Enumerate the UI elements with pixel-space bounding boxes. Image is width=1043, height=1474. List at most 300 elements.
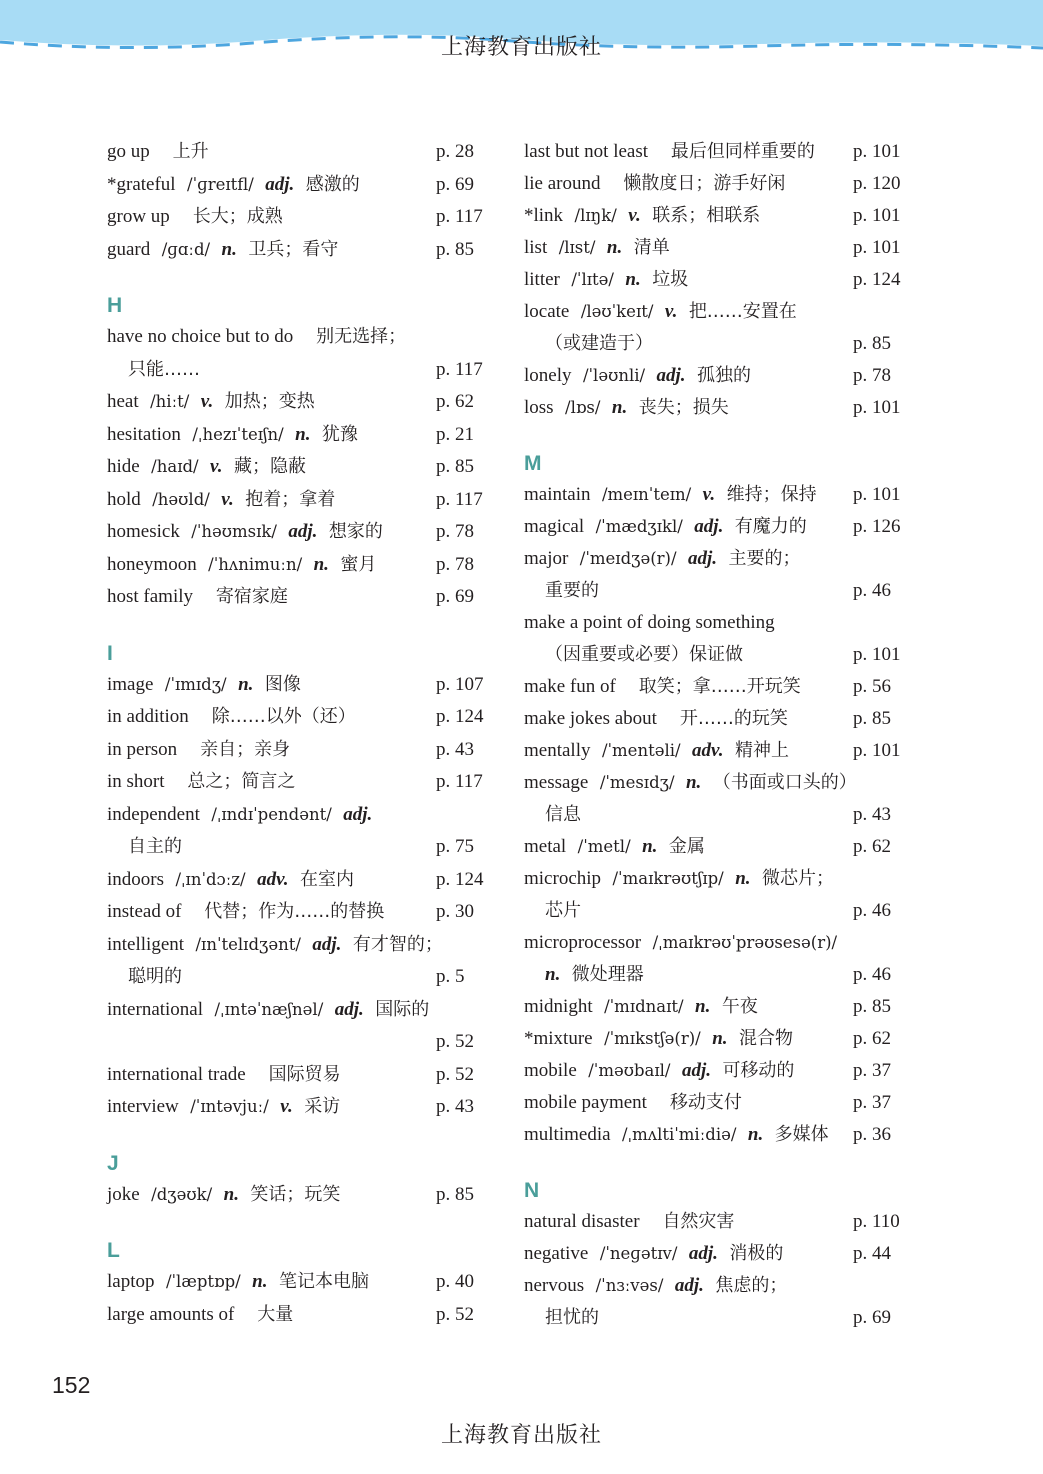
page-reference: p. 85 — [436, 456, 474, 477]
chinese-meaning: 上升 — [172, 141, 209, 162]
headword: in short — [107, 771, 165, 792]
page-reference: p. 46 — [853, 900, 891, 921]
phonetic: /ˈmaɪkrəʊtʃɪp/ — [612, 869, 724, 888]
chinese-meaning: 取笑；拿……开玩笑 — [638, 676, 801, 697]
entry-text — [107, 549, 376, 581]
headword: heat — [107, 391, 139, 412]
chinese-meaning: 别无选择； — [316, 326, 407, 347]
publisher-header: 上海教育出版社 — [440, 35, 602, 60]
chinese-meaning: 采访 — [304, 1096, 341, 1117]
page-reference: p. 21 — [436, 423, 474, 445]
entry-text — [107, 864, 354, 896]
phonetic: /ləʊˈkeɪt/ — [580, 302, 654, 321]
entry-text — [107, 766, 295, 798]
part-of-speech: adj. — [343, 803, 373, 825]
entry-text — [524, 927, 837, 959]
entry-text — [107, 581, 288, 613]
chinese-meaning: 有才智的； — [352, 933, 443, 955]
entry-text — [107, 1059, 341, 1091]
phonetic: /ˈmeɪdʒə(r)/ — [579, 549, 677, 568]
chinese-meaning: 寄宿家庭 — [215, 586, 288, 607]
page-reference: p. 124 — [853, 269, 901, 290]
part-of-speech: n. — [712, 1028, 728, 1049]
entry-text — [524, 831, 705, 863]
headword: instead of — [107, 901, 182, 922]
entry-text — [107, 136, 209, 168]
chinese-meaning: 焦虑的； — [715, 1275, 788, 1296]
headword: make a point of doing something — [524, 612, 775, 633]
entry-text — [524, 607, 775, 639]
chinese-meaning: 藏；隐蔽 — [233, 456, 306, 477]
page-reference: p. 78 — [436, 521, 474, 542]
page-reference: p. 46 — [853, 580, 891, 601]
section-letter: M — [524, 452, 542, 475]
page-reference: p. 126 — [853, 516, 901, 537]
phonetic: /ˌɪndɪˈpendənt/ — [211, 804, 332, 824]
chinese-meaning: （因重要或必要）保证做 — [545, 644, 743, 665]
chinese-meaning: 担忧的 — [545, 1307, 599, 1328]
page-reference: p. 101 — [853, 141, 901, 162]
phonetic: /lɪst/ — [558, 238, 596, 257]
headword: go up — [107, 141, 150, 162]
entry-text — [128, 354, 200, 386]
phonetic: /ˈhʌnimuːn/ — [208, 554, 303, 574]
headword: locate — [524, 301, 570, 322]
page-reference: p. 62 — [436, 391, 474, 412]
entry-text — [107, 669, 301, 701]
phonetic: /ˈmetl/ — [577, 837, 631, 856]
chinese-meaning: 抱着；拿着 — [245, 488, 336, 510]
page-reference: p. 110 — [853, 1211, 900, 1232]
phonetic: /lɪŋk/ — [574, 206, 617, 225]
entry-text — [524, 200, 760, 232]
part-of-speech: adj. — [674, 1275, 704, 1296]
chinese-meaning: 精神上 — [734, 740, 789, 761]
headword: natural disaster — [524, 1211, 640, 1232]
page-reference: p. 52 — [436, 1063, 474, 1085]
page-reference: p. 62 — [853, 836, 891, 857]
phonetic: /hiːt/ — [150, 392, 190, 411]
chinese-meaning: 有魔力的 — [734, 516, 807, 537]
page-reference: p. 85 — [853, 708, 891, 729]
entry-text — [545, 959, 644, 991]
chinese-meaning: 丧失；损失 — [638, 397, 729, 418]
chinese-meaning: 移动支付 — [669, 1092, 742, 1113]
phonetic: /ˈlæptɒp/ — [165, 1272, 241, 1291]
part-of-speech: adv. — [692, 740, 724, 761]
chinese-meaning: 代替；作为……的替换 — [204, 901, 385, 922]
entry-text — [524, 232, 670, 264]
entry-text — [524, 1119, 829, 1151]
entry-text — [107, 994, 429, 1026]
entry-text — [524, 296, 797, 328]
headword: message — [524, 772, 589, 793]
part-of-speech: adj. — [687, 548, 718, 569]
headword: laptop — [107, 1271, 155, 1292]
headword: metal — [524, 836, 567, 857]
headword: negative — [524, 1243, 589, 1264]
page-reference: p. 85 — [436, 1183, 474, 1205]
headword: major — [524, 548, 569, 569]
part-of-speech: n. — [642, 836, 658, 857]
headword: international — [107, 998, 204, 1020]
page-reference: p. 101 — [853, 484, 901, 505]
section-letter: I — [107, 641, 113, 665]
page-reference: p. 43 — [436, 1096, 474, 1117]
page-reference: p. 52 — [436, 1031, 474, 1052]
headword: multimedia — [524, 1124, 611, 1145]
chinese-meaning: 混合物 — [738, 1028, 793, 1049]
headword: mentally — [524, 740, 591, 761]
part-of-speech: v. — [221, 488, 234, 510]
part-of-speech: n. — [747, 1124, 764, 1145]
page-reference: p. 117 — [436, 488, 483, 510]
part-of-speech: adj. — [288, 521, 318, 542]
entry-text — [107, 516, 383, 548]
entry-text — [524, 1206, 734, 1238]
headword: have no choice but to do — [107, 326, 294, 347]
phonetic: /ˌɪntəˈnæʃnəl/ — [214, 999, 324, 1019]
headword: loss — [524, 397, 554, 418]
page-reference: p. 101 — [853, 205, 901, 226]
entry-text — [545, 799, 581, 831]
page-reference: p. 117 — [436, 358, 483, 380]
chinese-meaning: 想家的 — [328, 521, 383, 542]
phonetic: /ˌhezɪˈteɪʃn/ — [192, 424, 284, 444]
headword: large amounts of — [107, 1303, 235, 1325]
headword: nervous — [524, 1275, 585, 1296]
headword: independent — [107, 803, 200, 825]
entry-text — [524, 543, 800, 575]
entry-text — [545, 328, 653, 360]
entry-text — [128, 831, 182, 863]
section-letter: J — [107, 1151, 119, 1175]
part-of-speech: adj. — [312, 933, 342, 955]
entry-text — [107, 484, 335, 516]
chinese-meaning: 信息 — [545, 804, 581, 825]
entry-text — [107, 321, 406, 353]
chinese-meaning: 除……以外（还） — [211, 706, 356, 727]
headword: honeymoon — [107, 553, 197, 575]
chinese-meaning: （或建造于） — [545, 333, 653, 354]
entry-text — [107, 734, 290, 766]
entry-text — [524, 767, 857, 799]
entry-text — [524, 392, 729, 424]
part-of-speech: v. — [210, 456, 223, 477]
headword: interview — [107, 1096, 179, 1117]
entry-text — [524, 1270, 787, 1302]
section-letter: H — [107, 294, 123, 317]
page-reference: p. 28 — [436, 141, 474, 162]
part-of-speech: n. — [223, 1183, 239, 1205]
page-reference: p. 107 — [436, 673, 484, 695]
page-reference: p. 117 — [436, 771, 483, 792]
page-reference: p. 44 — [853, 1243, 891, 1264]
entry-text — [524, 136, 815, 168]
headword: joke — [107, 1183, 140, 1205]
page-reference: p. 69 — [436, 586, 474, 607]
phonetic: /həʊld/ — [152, 489, 210, 509]
phonetic: /ˌmʌltiˈmiːdiə/ — [622, 1125, 737, 1144]
phonetic: /ˈmædʒɪkl/ — [595, 517, 683, 536]
section-letter: N — [524, 1179, 540, 1202]
part-of-speech: adj. — [334, 998, 364, 1020]
page-reference: p. 101 — [853, 237, 901, 258]
chinese-meaning: 长大；成熟 — [192, 206, 283, 227]
phonetic: /ˌɪnˈdɔːz/ — [175, 869, 246, 889]
part-of-speech: n. — [685, 772, 702, 793]
phonetic: /dʒəʊk/ — [151, 1184, 213, 1204]
chinese-meaning: 午夜 — [721, 996, 758, 1017]
page-reference: p. 43 — [853, 804, 891, 825]
entry-text — [524, 168, 785, 200]
phonetic: /ˌmaɪkrəʊˈprəʊsesə(r)/ — [652, 933, 838, 952]
headword: midnight — [524, 996, 593, 1017]
part-of-speech: adv. — [257, 868, 289, 890]
section-letter: L — [107, 1239, 120, 1262]
page-reference: p. 85 — [853, 996, 891, 1017]
entry-text — [107, 929, 443, 961]
entry-text — [128, 961, 182, 993]
page-reference: p. 85 — [436, 238, 474, 260]
part-of-speech: v. — [280, 1096, 293, 1117]
chinese-meaning: 自然灾害 — [662, 1211, 735, 1232]
chinese-meaning: 芯片 — [545, 900, 581, 921]
phonetic: /ˈlɪtə/ — [571, 270, 614, 289]
part-of-speech: n. — [695, 996, 711, 1017]
chinese-meaning: 亲自；亲身 — [200, 738, 291, 760]
part-of-speech: adj. — [688, 1243, 718, 1264]
phonetic: /ˈməʊbaɪl/ — [588, 1061, 671, 1080]
chinese-meaning: 金属 — [668, 836, 705, 857]
chinese-meaning: 消极的 — [729, 1243, 784, 1264]
entry-text — [107, 201, 283, 233]
part-of-speech: n. — [625, 269, 641, 290]
headword: mobile payment — [524, 1092, 647, 1113]
chinese-meaning: 感激的 — [305, 173, 360, 195]
phonetic: /ɪnˈtelɪdʒənt/ — [195, 934, 301, 954]
page-reference: p. 101 — [853, 644, 901, 665]
page-reference: p. 43 — [436, 738, 474, 760]
entry-text — [545, 1302, 599, 1334]
phonetic: /ˈnɜːvəs/ — [595, 1276, 664, 1295]
page-reference: p. 30 — [436, 901, 474, 922]
headword: indoors — [107, 868, 164, 890]
phonetic: /ˈmesɪdʒ/ — [599, 773, 675, 792]
headword: lonely — [524, 365, 572, 386]
chinese-meaning: 在室内 — [300, 868, 354, 890]
phonetic: /ˈɪmɪdʒ/ — [164, 674, 227, 694]
phonetic: /ˈɡreɪtfl/ — [187, 174, 254, 194]
headword: hide — [107, 456, 140, 477]
entry-text — [107, 1299, 293, 1331]
part-of-speech: v. — [628, 205, 641, 226]
headword: host family — [107, 586, 194, 607]
entry-text — [524, 264, 688, 296]
entry-text — [524, 511, 807, 543]
chinese-meaning: 最后但同样重要的 — [670, 141, 815, 162]
entry-text — [524, 360, 751, 392]
entry-text — [524, 991, 758, 1023]
chinese-meaning: 犹豫 — [321, 423, 358, 445]
page-reference: p. 52 — [436, 1303, 474, 1325]
entry-text — [107, 169, 360, 201]
part-of-speech: v. — [702, 484, 716, 505]
entry-text — [524, 1023, 793, 1055]
part-of-speech: n. — [606, 237, 623, 258]
page-reference: p. 78 — [853, 365, 891, 386]
page-reference: p. 120 — [853, 173, 901, 194]
chinese-meaning: 多媒体 — [774, 1124, 829, 1145]
chinese-meaning: 懒散度日；游手好闲 — [623, 173, 786, 194]
entry-text — [524, 735, 789, 767]
headword: lie around — [524, 173, 601, 194]
entry-text — [545, 895, 581, 927]
chinese-meaning: 笔记本电脑 — [278, 1271, 369, 1292]
page-reference: p. 69 — [436, 173, 474, 195]
phonetic: /ˈhəʊmsɪk/ — [191, 522, 277, 541]
chinese-meaning: 微芯片； — [761, 868, 834, 889]
headword: grow up — [107, 206, 170, 227]
chinese-meaning: 重要的 — [545, 580, 599, 601]
headword: litter — [524, 269, 560, 290]
page-reference: p. 78 — [436, 553, 474, 575]
headword: intelligent — [107, 933, 185, 955]
part-of-speech: adj. — [265, 173, 295, 195]
headword: in addition — [107, 706, 189, 727]
entry-text — [107, 1179, 340, 1211]
headword: *link — [524, 205, 564, 226]
entry-text — [107, 701, 356, 733]
headword: mobile — [524, 1060, 577, 1081]
headword: microchip — [524, 868, 602, 889]
chinese-meaning: 主要的； — [728, 548, 801, 569]
headword: hold — [107, 488, 141, 510]
page-reference: p. 124 — [436, 868, 484, 890]
entry-text — [524, 671, 801, 703]
part-of-speech: n. — [238, 673, 254, 695]
phonetic: /ɡɑːd/ — [161, 239, 211, 259]
page-reference: p. 46 — [853, 964, 891, 985]
entry-text — [524, 479, 817, 511]
part-of-speech: n. — [735, 868, 751, 889]
chinese-meaning: 清单 — [633, 237, 670, 258]
entry-text — [524, 1055, 794, 1087]
chinese-meaning: 可移动的 — [722, 1060, 795, 1081]
entry-text — [524, 863, 834, 895]
headword: magical — [524, 516, 585, 537]
entry-text — [524, 703, 788, 735]
publisher-footer: 上海教育出版社 — [440, 1423, 602, 1448]
entry-text — [107, 1091, 340, 1123]
headword: make jokes about — [524, 708, 657, 729]
phonetic: /ˈləʊnli/ — [582, 366, 646, 385]
chinese-meaning: 开……的玩笑 — [679, 708, 788, 729]
headword: *mixture — [524, 1028, 593, 1049]
phonetic: /meɪnˈteɪn/ — [601, 485, 692, 504]
chinese-meaning: 自主的 — [128, 836, 182, 857]
chinese-meaning: （书面或口头的） — [712, 772, 857, 793]
headword: microprocessor — [524, 932, 642, 953]
entry-text — [107, 419, 358, 451]
page-reference: p. 37 — [853, 1060, 891, 1081]
page-number: 152 — [52, 1372, 91, 1398]
page-reference: p. 101 — [853, 397, 901, 418]
chinese-meaning: 孤独的 — [697, 365, 751, 386]
headword: make fun of — [524, 676, 616, 697]
page-reference: p. 40 — [436, 1271, 474, 1292]
phonetic: /ˈmɪkstʃə(r)/ — [604, 1029, 701, 1048]
headword: hesitation — [107, 423, 181, 445]
page-reference: p. 56 — [853, 676, 891, 697]
phonetic: /ˈmɪdnaɪt/ — [604, 997, 684, 1016]
entry-text — [107, 234, 338, 266]
headword: in person — [107, 738, 178, 760]
headword: maintain — [524, 484, 591, 505]
headword: image — [107, 673, 154, 695]
part-of-speech: n. — [295, 423, 311, 445]
chinese-meaning: 把……安置在 — [688, 301, 797, 322]
chinese-meaning: 垃圾 — [652, 269, 689, 290]
entry-text — [107, 1266, 369, 1298]
page-reference: p. 85 — [853, 333, 891, 354]
page-reference: p. 69 — [853, 1307, 891, 1328]
part-of-speech: adj. — [656, 365, 686, 386]
chinese-meaning: 维持；保持 — [726, 484, 817, 505]
chinese-meaning: 聪明的 — [128, 966, 182, 987]
headword: homesick — [107, 521, 180, 542]
chinese-meaning: 加热；变热 — [224, 391, 315, 412]
part-of-speech: v. — [200, 391, 214, 412]
phonetic: /ˈmentəli/ — [601, 741, 681, 760]
chinese-meaning: 总之；简言之 — [187, 771, 296, 792]
phonetic: /lɒs/ — [565, 398, 601, 417]
chinese-meaning: 微处理器 — [571, 964, 644, 985]
part-of-speech: n. — [313, 553, 329, 575]
entry-text — [545, 575, 599, 607]
chinese-meaning: 卫兵；看守 — [248, 238, 339, 260]
entry-text — [524, 1238, 783, 1270]
chinese-meaning: 蜜月 — [340, 553, 377, 575]
part-of-speech: adj. — [681, 1060, 711, 1081]
entry-text — [524, 1087, 742, 1119]
headword: last but not least — [524, 141, 649, 162]
page-reference: p. 5 — [436, 966, 465, 987]
part-of-speech: n. — [221, 238, 237, 260]
part-of-speech: n. — [252, 1271, 268, 1292]
entry-text — [107, 799, 372, 831]
entry-text — [107, 896, 384, 928]
part-of-speech: n. — [611, 397, 628, 418]
page-reference: p. 117 — [436, 206, 483, 227]
chinese-meaning: 国际的 — [375, 998, 430, 1020]
entry-text — [545, 639, 743, 671]
part-of-speech: adj. — [694, 516, 724, 537]
page-reference: p. 75 — [436, 836, 474, 857]
part-of-speech: v. — [664, 301, 678, 322]
page-reference: p. 124 — [436, 706, 484, 727]
chinese-meaning: 笑话；玩笑 — [250, 1183, 341, 1205]
phonetic: /ˈneɡətɪv/ — [599, 1244, 678, 1263]
chinese-meaning: 国际贸易 — [268, 1063, 341, 1085]
page-reference: p. 37 — [853, 1092, 891, 1113]
headword: guard — [107, 238, 151, 260]
page-reference: p. 101 — [853, 740, 901, 761]
page-reference: p. 36 — [853, 1124, 891, 1145]
chinese-meaning: 大量 — [257, 1303, 294, 1325]
phonetic: /ˈɪntəvjuː/ — [190, 1097, 269, 1116]
headword: list — [524, 237, 548, 258]
